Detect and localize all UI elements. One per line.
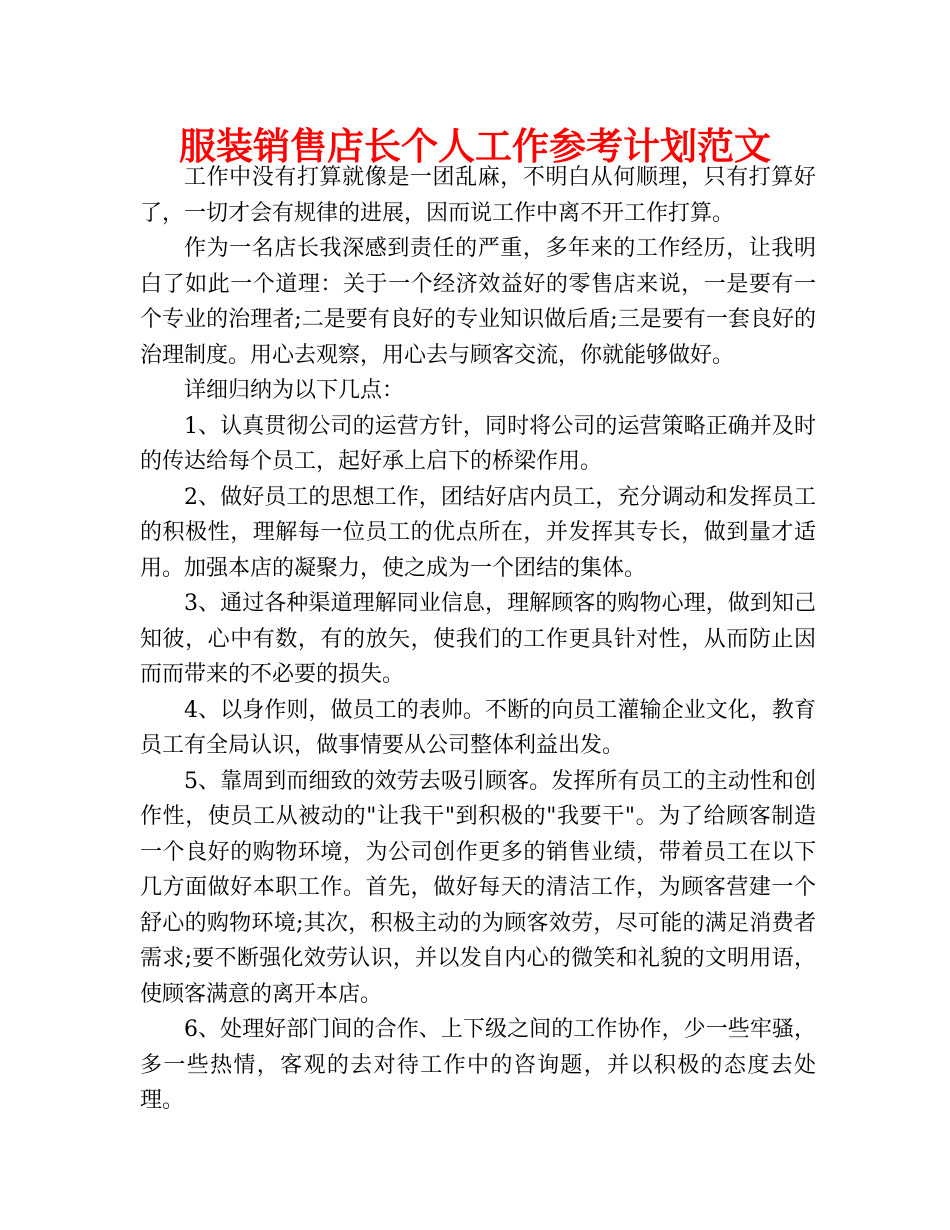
document-title: 服装销售店长个人工作参考计划范文 bbox=[179, 125, 771, 168]
list-item-1: 1、认真贯彻公司的运营方针，同时将公司的运营策略正确并及时的传达给每个员工，起好承上启下的桥梁作用。 bbox=[140, 413, 816, 474]
list-item-2: 2、做好员工的思想工作，团结好店内员工，充分调动和发挥员工的积极性，理解每一位员工的优点所在，并发挥其专长，做到量才适用。加强本店的凝聚力，使之成为一个团结的集体。 bbox=[140, 484, 816, 581]
paragraph-experience: 作为一名店长我深感到责任的严重，多年来的工作经历，让我明白了如此一个道理：关于一个经济效益好的零售店来说，一是要有一个专业的治理者;二是要有良好的专业知识做后盾;三是要有一套良好的治理制度。用心去观察，用心去与顾客交流，你就能够做好。 bbox=[140, 236, 816, 368]
paragraph-intro: 工作中没有打算就像是一团乱麻，不明白从何顺理，只有打算好了，一切才会有规律的进展，因而说工作中离不开工作打算。 bbox=[140, 165, 816, 226]
paragraph-summary-heading: 详细归纳为以下几点： bbox=[184, 378, 405, 403]
list-item-6: 6、处理好部门间的合作、上下级之间的工作协作，少一些牢骚，多一些热情，客观的去对待工作中的咨询题，并以积极的态度去处理。 bbox=[140, 1017, 816, 1113]
document-body bbox=[140, 160, 816, 1119]
list-item-4: 4、以身作则，做员工的表帅。不断的向员工灌输企业文化，教育员工有全局认识，做事情要从公司整体利益出发。 bbox=[140, 697, 816, 758]
list-item-3: 3、通过各种渠道理解同业信息，理解顾客的购物心理，做到知己知彼，心中有数，有的放矢，使我们的工作更具针对性，从而防止因而而带来的不必要的损失。 bbox=[140, 591, 816, 687]
list-item-5: 5、靠周到而细致的效劳去吸引顾客。发挥所有员工的主动性和创作性，使员工从被动的"让我干"到积极的"我要干"。为了给顾客制造一个良好的购物环境，为公司创作更多的销售业绩，带着员工在以下几方面做好本职工作。首先，做好每天的清洁工作，为顾客营建一个舒心的购物环境;其次，积极主动的为顾客效劳，尽可能的满足消费者需求;要不断强化效劳认识，并以发自内心的微笑和礼貌的文明用语，使顾客满意的离开本店。 bbox=[140, 768, 816, 1007]
